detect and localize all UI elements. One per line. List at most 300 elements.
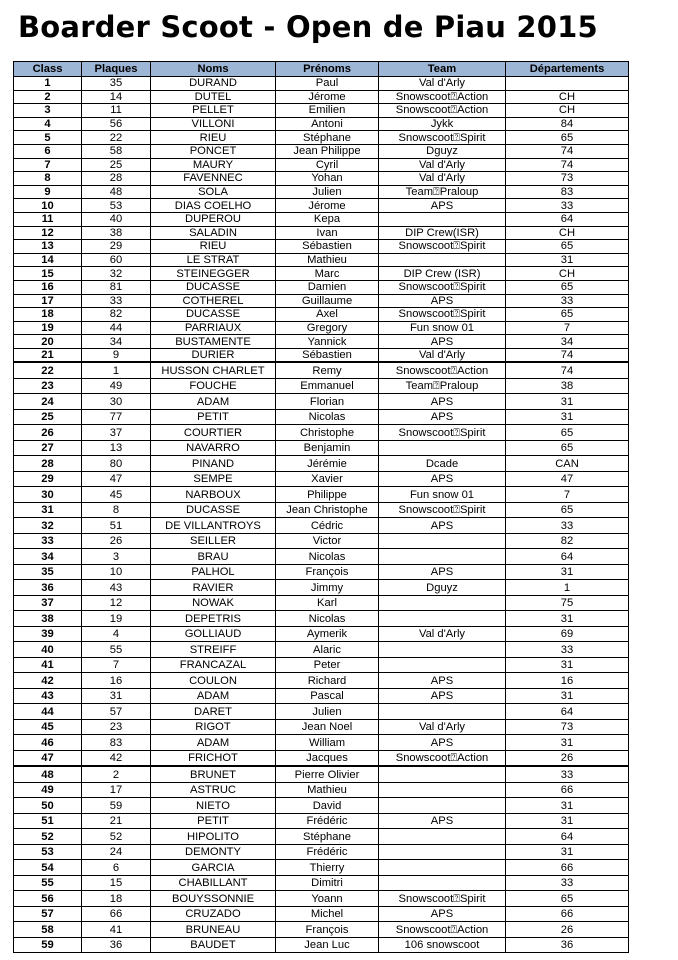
- class-cell: 18: [14, 308, 82, 322]
- plaque-cell: 1: [82, 362, 151, 378]
- nom-cell: SEMPE: [151, 471, 276, 487]
- plaque-cell: 48: [82, 185, 151, 199]
- nom-cell: STEINEGGER: [151, 267, 276, 281]
- plaque-cell: 8: [82, 502, 151, 518]
- class-cell: 31: [14, 502, 82, 518]
- prenom-cell: David: [276, 798, 379, 814]
- nom-cell: ADAM: [151, 688, 276, 704]
- nom-cell: FAVENNEC: [151, 172, 276, 186]
- table-row: [14, 308, 629, 322]
- nom-cell: FOUCHE: [151, 378, 276, 394]
- prenom-cell: Julien: [276, 704, 379, 720]
- team-cell: Val d'Arly: [379, 348, 506, 362]
- team-cell: APS: [379, 735, 506, 751]
- departement-cell: 31: [506, 798, 629, 814]
- team-cell: Val d'Arly: [379, 158, 506, 172]
- prenom-cell: Christophe: [276, 425, 379, 441]
- plaque-cell: 14: [82, 90, 151, 104]
- team-cell: Snowscoot⍰Action: [379, 104, 506, 118]
- departement-cell: 7: [506, 487, 629, 503]
- nom-cell: ADAM: [151, 394, 276, 410]
- nom-cell: DUTEL: [151, 90, 276, 104]
- nom-cell: BUSTAMENTE: [151, 335, 276, 349]
- plaque-cell: 66: [82, 906, 151, 922]
- table-row: [14, 704, 629, 720]
- departement-cell: 38: [506, 378, 629, 394]
- prenom-cell: Nicolas: [276, 611, 379, 627]
- prenom-cell: Philippe: [276, 487, 379, 503]
- table-row: [14, 813, 629, 829]
- header-class: Class: [14, 62, 82, 77]
- nom-cell: DURAND: [151, 77, 276, 91]
- class-cell: 41: [14, 657, 82, 673]
- class-cell: 58: [14, 922, 82, 938]
- departement-cell: 33: [506, 199, 629, 213]
- prenom-cell: Mathieu: [276, 782, 379, 798]
- plaque-cell: 55: [82, 642, 151, 658]
- plaque-cell: 52: [82, 829, 151, 845]
- table-row: [14, 611, 629, 627]
- class-cell: 40: [14, 642, 82, 658]
- table-row: [14, 844, 629, 860]
- table-row: [14, 549, 629, 565]
- table-row: [14, 199, 629, 213]
- prenom-cell: Jérome: [276, 90, 379, 104]
- departement-cell: 74: [506, 348, 629, 362]
- class-cell: 35: [14, 564, 82, 580]
- prenom-cell: François: [276, 564, 379, 580]
- nom-cell: FRICHOT: [151, 750, 276, 766]
- table-row: [14, 906, 629, 922]
- plaque-cell: 51: [82, 518, 151, 534]
- prenom-cell: Yoann: [276, 891, 379, 907]
- departement-cell: 26: [506, 922, 629, 938]
- departement-cell: 31: [506, 564, 629, 580]
- class-cell: 23: [14, 378, 82, 394]
- team-cell: Snowscoot⍰Spirit: [379, 308, 506, 322]
- plaque-cell: 29: [82, 240, 151, 254]
- class-cell: 33: [14, 533, 82, 549]
- nom-cell: DUPEROU: [151, 212, 276, 226]
- departement-cell: 73: [506, 719, 629, 735]
- team-cell: Val d'Arly: [379, 719, 506, 735]
- prenom-cell: Xavier: [276, 471, 379, 487]
- class-cell: 5: [14, 131, 82, 145]
- class-cell: 47: [14, 750, 82, 766]
- departement-cell: 31: [506, 657, 629, 673]
- departement-cell: 31: [506, 394, 629, 410]
- prenom-cell: Mathieu: [276, 253, 379, 267]
- team-cell: Snowscoot⍰Action: [379, 362, 506, 378]
- departement-cell: 66: [506, 860, 629, 876]
- prenom-cell: Damien: [276, 280, 379, 294]
- team-cell: DIP Crew (ISR): [379, 267, 506, 281]
- plaque-cell: 58: [82, 144, 151, 158]
- departement-cell: 65: [506, 891, 629, 907]
- prenom-cell: Jimmy: [276, 580, 379, 596]
- nom-cell: DURIER: [151, 348, 276, 362]
- departement-cell: 69: [506, 626, 629, 642]
- plaque-cell: 18: [82, 891, 151, 907]
- nom-cell: PETIT: [151, 409, 276, 425]
- departement-cell: 36: [506, 937, 629, 953]
- team-cell: Val d'Arly: [379, 626, 506, 642]
- nom-cell: SEILLER: [151, 533, 276, 549]
- prenom-cell: Frédéric: [276, 844, 379, 860]
- team-cell: APS: [379, 688, 506, 704]
- table-row: [14, 144, 629, 158]
- departement-cell: 31: [506, 409, 629, 425]
- team-cell: [379, 642, 506, 658]
- team-cell: Snowscoot⍰Spirit: [379, 240, 506, 254]
- prenom-cell: Aymerik: [276, 626, 379, 642]
- class-cell: 20: [14, 335, 82, 349]
- class-cell: 42: [14, 673, 82, 689]
- plaque-cell: 9: [82, 348, 151, 362]
- departement-cell: 64: [506, 212, 629, 226]
- class-cell: 54: [14, 860, 82, 876]
- team-cell: APS: [379, 673, 506, 689]
- class-cell: 12: [14, 226, 82, 240]
- prenom-cell: Cyril: [276, 158, 379, 172]
- plaque-cell: 38: [82, 226, 151, 240]
- prenom-cell: Florian: [276, 394, 379, 410]
- class-cell: 8: [14, 172, 82, 186]
- plaque-cell: 32: [82, 267, 151, 281]
- team-cell: Team⍰Praloup: [379, 378, 506, 394]
- header-team: Team: [379, 62, 506, 77]
- class-cell: 2: [14, 90, 82, 104]
- departement-cell: CAN: [506, 456, 629, 472]
- plaque-cell: 81: [82, 280, 151, 294]
- nom-cell: DUCASSE: [151, 308, 276, 322]
- departement-cell: 65: [506, 440, 629, 456]
- nom-cell: FRANCAZAL: [151, 657, 276, 673]
- plaque-cell: 34: [82, 335, 151, 349]
- team-cell: [379, 611, 506, 627]
- prenom-cell: Axel: [276, 308, 379, 322]
- prenom-cell: Remy: [276, 362, 379, 378]
- class-cell: 16: [14, 280, 82, 294]
- departement-cell: 84: [506, 117, 629, 131]
- nom-cell: PONCET: [151, 144, 276, 158]
- prenom-cell: Michel: [276, 906, 379, 922]
- nom-cell: GARCIA: [151, 860, 276, 876]
- plaque-cell: 7: [82, 657, 151, 673]
- page-title: Boarder Scoot - Open de Piau 2015: [18, 10, 598, 44]
- departement-cell: 74: [506, 158, 629, 172]
- class-cell: 39: [14, 626, 82, 642]
- nom-cell: VILLONI: [151, 117, 276, 131]
- plaque-cell: 57: [82, 704, 151, 720]
- team-cell: APS: [379, 335, 506, 349]
- team-cell: APS: [379, 294, 506, 308]
- plaque-cell: 21: [82, 813, 151, 829]
- departement-cell: 64: [506, 549, 629, 565]
- plaque-cell: 23: [82, 719, 151, 735]
- table-row: [14, 471, 629, 487]
- class-cell: 56: [14, 891, 82, 907]
- nom-cell: HUSSON CHARLET: [151, 362, 276, 378]
- class-cell: 26: [14, 425, 82, 441]
- departement-cell: 75: [506, 595, 629, 611]
- class-cell: 38: [14, 611, 82, 627]
- table-row: [14, 922, 629, 938]
- class-cell: 17: [14, 294, 82, 308]
- nom-cell: COULON: [151, 673, 276, 689]
- team-cell: Fun snow 01: [379, 487, 506, 503]
- departement-cell: 83: [506, 185, 629, 199]
- plaque-cell: 28: [82, 172, 151, 186]
- plaque-cell: 40: [82, 212, 151, 226]
- departement-cell: 66: [506, 906, 629, 922]
- nom-cell: STREIFF: [151, 642, 276, 658]
- departement-cell: 64: [506, 704, 629, 720]
- departement-cell: 74: [506, 144, 629, 158]
- class-cell: 49: [14, 782, 82, 798]
- class-cell: 11: [14, 212, 82, 226]
- plaque-cell: 45: [82, 487, 151, 503]
- departement-cell: 65: [506, 425, 629, 441]
- table-row: [14, 719, 629, 735]
- class-cell: 46: [14, 735, 82, 751]
- nom-cell: NIETO: [151, 798, 276, 814]
- plaque-cell: 49: [82, 378, 151, 394]
- departement-cell: 66: [506, 782, 629, 798]
- results-body: [14, 77, 629, 953]
- prenom-cell: Richard: [276, 673, 379, 689]
- nom-cell: BOUYSSONNIE: [151, 891, 276, 907]
- table-row: [14, 735, 629, 751]
- class-cell: 3: [14, 104, 82, 118]
- table-row: [14, 212, 629, 226]
- team-cell: APS: [379, 394, 506, 410]
- table-row: [14, 688, 629, 704]
- departement-cell: 74: [506, 362, 629, 378]
- prenom-cell: Victor: [276, 533, 379, 549]
- nom-cell: DEMONTY: [151, 844, 276, 860]
- table-row: [14, 394, 629, 410]
- nom-cell: DUCASSE: [151, 502, 276, 518]
- departement-cell: CH: [506, 267, 629, 281]
- departement-cell: 16: [506, 673, 629, 689]
- plaque-cell: 31: [82, 688, 151, 704]
- plaque-cell: 82: [82, 308, 151, 322]
- class-cell: 30: [14, 487, 82, 503]
- nom-cell: BRUNEAU: [151, 922, 276, 938]
- team-cell: Snowscoot⍰Spirit: [379, 502, 506, 518]
- table-row: [14, 564, 629, 580]
- departement-cell: 33: [506, 294, 629, 308]
- departement-cell: 47: [506, 471, 629, 487]
- table-row: [14, 226, 629, 240]
- team-cell: APS: [379, 199, 506, 213]
- nom-cell: ASTRUC: [151, 782, 276, 798]
- nom-cell: PELLET: [151, 104, 276, 118]
- plaque-cell: 2: [82, 766, 151, 782]
- team-cell: [379, 704, 506, 720]
- team-cell: Fun snow 01: [379, 321, 506, 335]
- prenom-cell: Sébastien: [276, 348, 379, 362]
- prenom-cell: Peter: [276, 657, 379, 673]
- prenom-cell: Yohan: [276, 172, 379, 186]
- departement-cell: 1: [506, 580, 629, 596]
- plaque-cell: 56: [82, 117, 151, 131]
- plaque-cell: 44: [82, 321, 151, 335]
- table-row: [14, 860, 629, 876]
- nom-cell: DEPETRIS: [151, 611, 276, 627]
- team-cell: [379, 212, 506, 226]
- prenom-cell: Thierry: [276, 860, 379, 876]
- plaque-cell: 59: [82, 798, 151, 814]
- results-table: [13, 61, 629, 953]
- departement-cell: 34: [506, 335, 629, 349]
- team-cell: Dguyz: [379, 144, 506, 158]
- team-cell: [379, 440, 506, 456]
- class-cell: 4: [14, 117, 82, 131]
- nom-cell: COURTIER: [151, 425, 276, 441]
- table-row: [14, 580, 629, 596]
- nom-cell: DIAS COELHO: [151, 199, 276, 213]
- class-cell: 7: [14, 158, 82, 172]
- plaque-cell: 10: [82, 564, 151, 580]
- class-cell: 28: [14, 456, 82, 472]
- prenom-cell: Karl: [276, 595, 379, 611]
- plaque-cell: 80: [82, 456, 151, 472]
- prenom-cell: Gregory: [276, 321, 379, 335]
- team-cell: APS: [379, 564, 506, 580]
- table-row: [14, 829, 629, 845]
- class-cell: 6: [14, 144, 82, 158]
- class-cell: 57: [14, 906, 82, 922]
- team-cell: [379, 875, 506, 891]
- nom-cell: MAURY: [151, 158, 276, 172]
- nom-cell: PARRIAUX: [151, 321, 276, 335]
- departement-cell: 31: [506, 735, 629, 751]
- class-cell: 10: [14, 199, 82, 213]
- prenom-cell: Guillaume: [276, 294, 379, 308]
- header-plaques: Plaques: [82, 62, 151, 77]
- prenom-cell: Benjamin: [276, 440, 379, 456]
- table-row: [14, 321, 629, 335]
- departement-cell: 65: [506, 280, 629, 294]
- plaque-cell: 33: [82, 294, 151, 308]
- table-row: [14, 104, 629, 118]
- table-row: [14, 267, 629, 281]
- departement-cell: 7: [506, 321, 629, 335]
- nom-cell: BAUDET: [151, 937, 276, 953]
- departement-cell: 64: [506, 829, 629, 845]
- prenom-cell: Yannick: [276, 335, 379, 349]
- departement-cell: 31: [506, 611, 629, 627]
- plaque-cell: 26: [82, 533, 151, 549]
- plaque-cell: 25: [82, 158, 151, 172]
- plaque-cell: 77: [82, 409, 151, 425]
- class-cell: 9: [14, 185, 82, 199]
- plaque-cell: 41: [82, 922, 151, 938]
- prenom-cell: Jacques: [276, 750, 379, 766]
- plaque-cell: 43: [82, 580, 151, 596]
- team-cell: Dcade: [379, 456, 506, 472]
- team-cell: Snowscoot⍰Action: [379, 90, 506, 104]
- nom-cell: GOLLIAUD: [151, 626, 276, 642]
- team-cell: Snowscoot⍰Action: [379, 922, 506, 938]
- departement-cell: 65: [506, 308, 629, 322]
- nom-cell: COTHEREL: [151, 294, 276, 308]
- class-cell: 52: [14, 829, 82, 845]
- class-cell: 48: [14, 766, 82, 782]
- nom-cell: PALHOL: [151, 564, 276, 580]
- table-row: [14, 185, 629, 199]
- class-cell: 44: [14, 704, 82, 720]
- team-cell: [379, 533, 506, 549]
- class-cell: 13: [14, 240, 82, 254]
- table-row: [14, 798, 629, 814]
- departement-cell: 33: [506, 642, 629, 658]
- class-cell: 36: [14, 580, 82, 596]
- departement-cell: 65: [506, 502, 629, 518]
- prenom-cell: Jérome: [276, 199, 379, 213]
- prenom-cell: Emmanuel: [276, 378, 379, 394]
- team-cell: 106 snowscoot: [379, 937, 506, 953]
- nom-cell: PETIT: [151, 813, 276, 829]
- departement-cell: [506, 77, 629, 91]
- class-cell: 50: [14, 798, 82, 814]
- class-cell: 55: [14, 875, 82, 891]
- class-cell: 1: [14, 77, 82, 91]
- departement-cell: 31: [506, 844, 629, 860]
- team-cell: [379, 860, 506, 876]
- plaque-cell: 4: [82, 626, 151, 642]
- prenom-cell: Paul: [276, 77, 379, 91]
- prenom-cell: Ivan: [276, 226, 379, 240]
- table-row: [14, 117, 629, 131]
- class-cell: 43: [14, 688, 82, 704]
- departement-cell: 82: [506, 533, 629, 549]
- class-cell: 45: [14, 719, 82, 735]
- table-row: [14, 487, 629, 503]
- prenom-cell: Nicolas: [276, 549, 379, 565]
- table-row: [14, 937, 629, 953]
- departement-cell: 31: [506, 253, 629, 267]
- prenom-cell: Frédéric: [276, 813, 379, 829]
- table-row: [14, 626, 629, 642]
- class-cell: 59: [14, 937, 82, 953]
- prenom-cell: Cédric: [276, 518, 379, 534]
- prenom-cell: Pascal: [276, 688, 379, 704]
- team-cell: Jykk: [379, 117, 506, 131]
- table-row: [14, 782, 629, 798]
- header-noms: Noms: [151, 62, 276, 77]
- prenom-cell: Emilien: [276, 104, 379, 118]
- team-cell: [379, 595, 506, 611]
- table-row: [14, 294, 629, 308]
- nom-cell: SALADIN: [151, 226, 276, 240]
- class-cell: 51: [14, 813, 82, 829]
- team-cell: [379, 798, 506, 814]
- table-row: [14, 456, 629, 472]
- nom-cell: DARET: [151, 704, 276, 720]
- team-cell: Snowscoot⍰Action: [379, 750, 506, 766]
- nom-cell: LE STRAT: [151, 253, 276, 267]
- plaque-cell: 47: [82, 471, 151, 487]
- departement-cell: 65: [506, 131, 629, 145]
- prenom-cell: Julien: [276, 185, 379, 199]
- departement-cell: 33: [506, 766, 629, 782]
- prenom-cell: Marc: [276, 267, 379, 281]
- plaque-cell: 60: [82, 253, 151, 267]
- table-row: [14, 280, 629, 294]
